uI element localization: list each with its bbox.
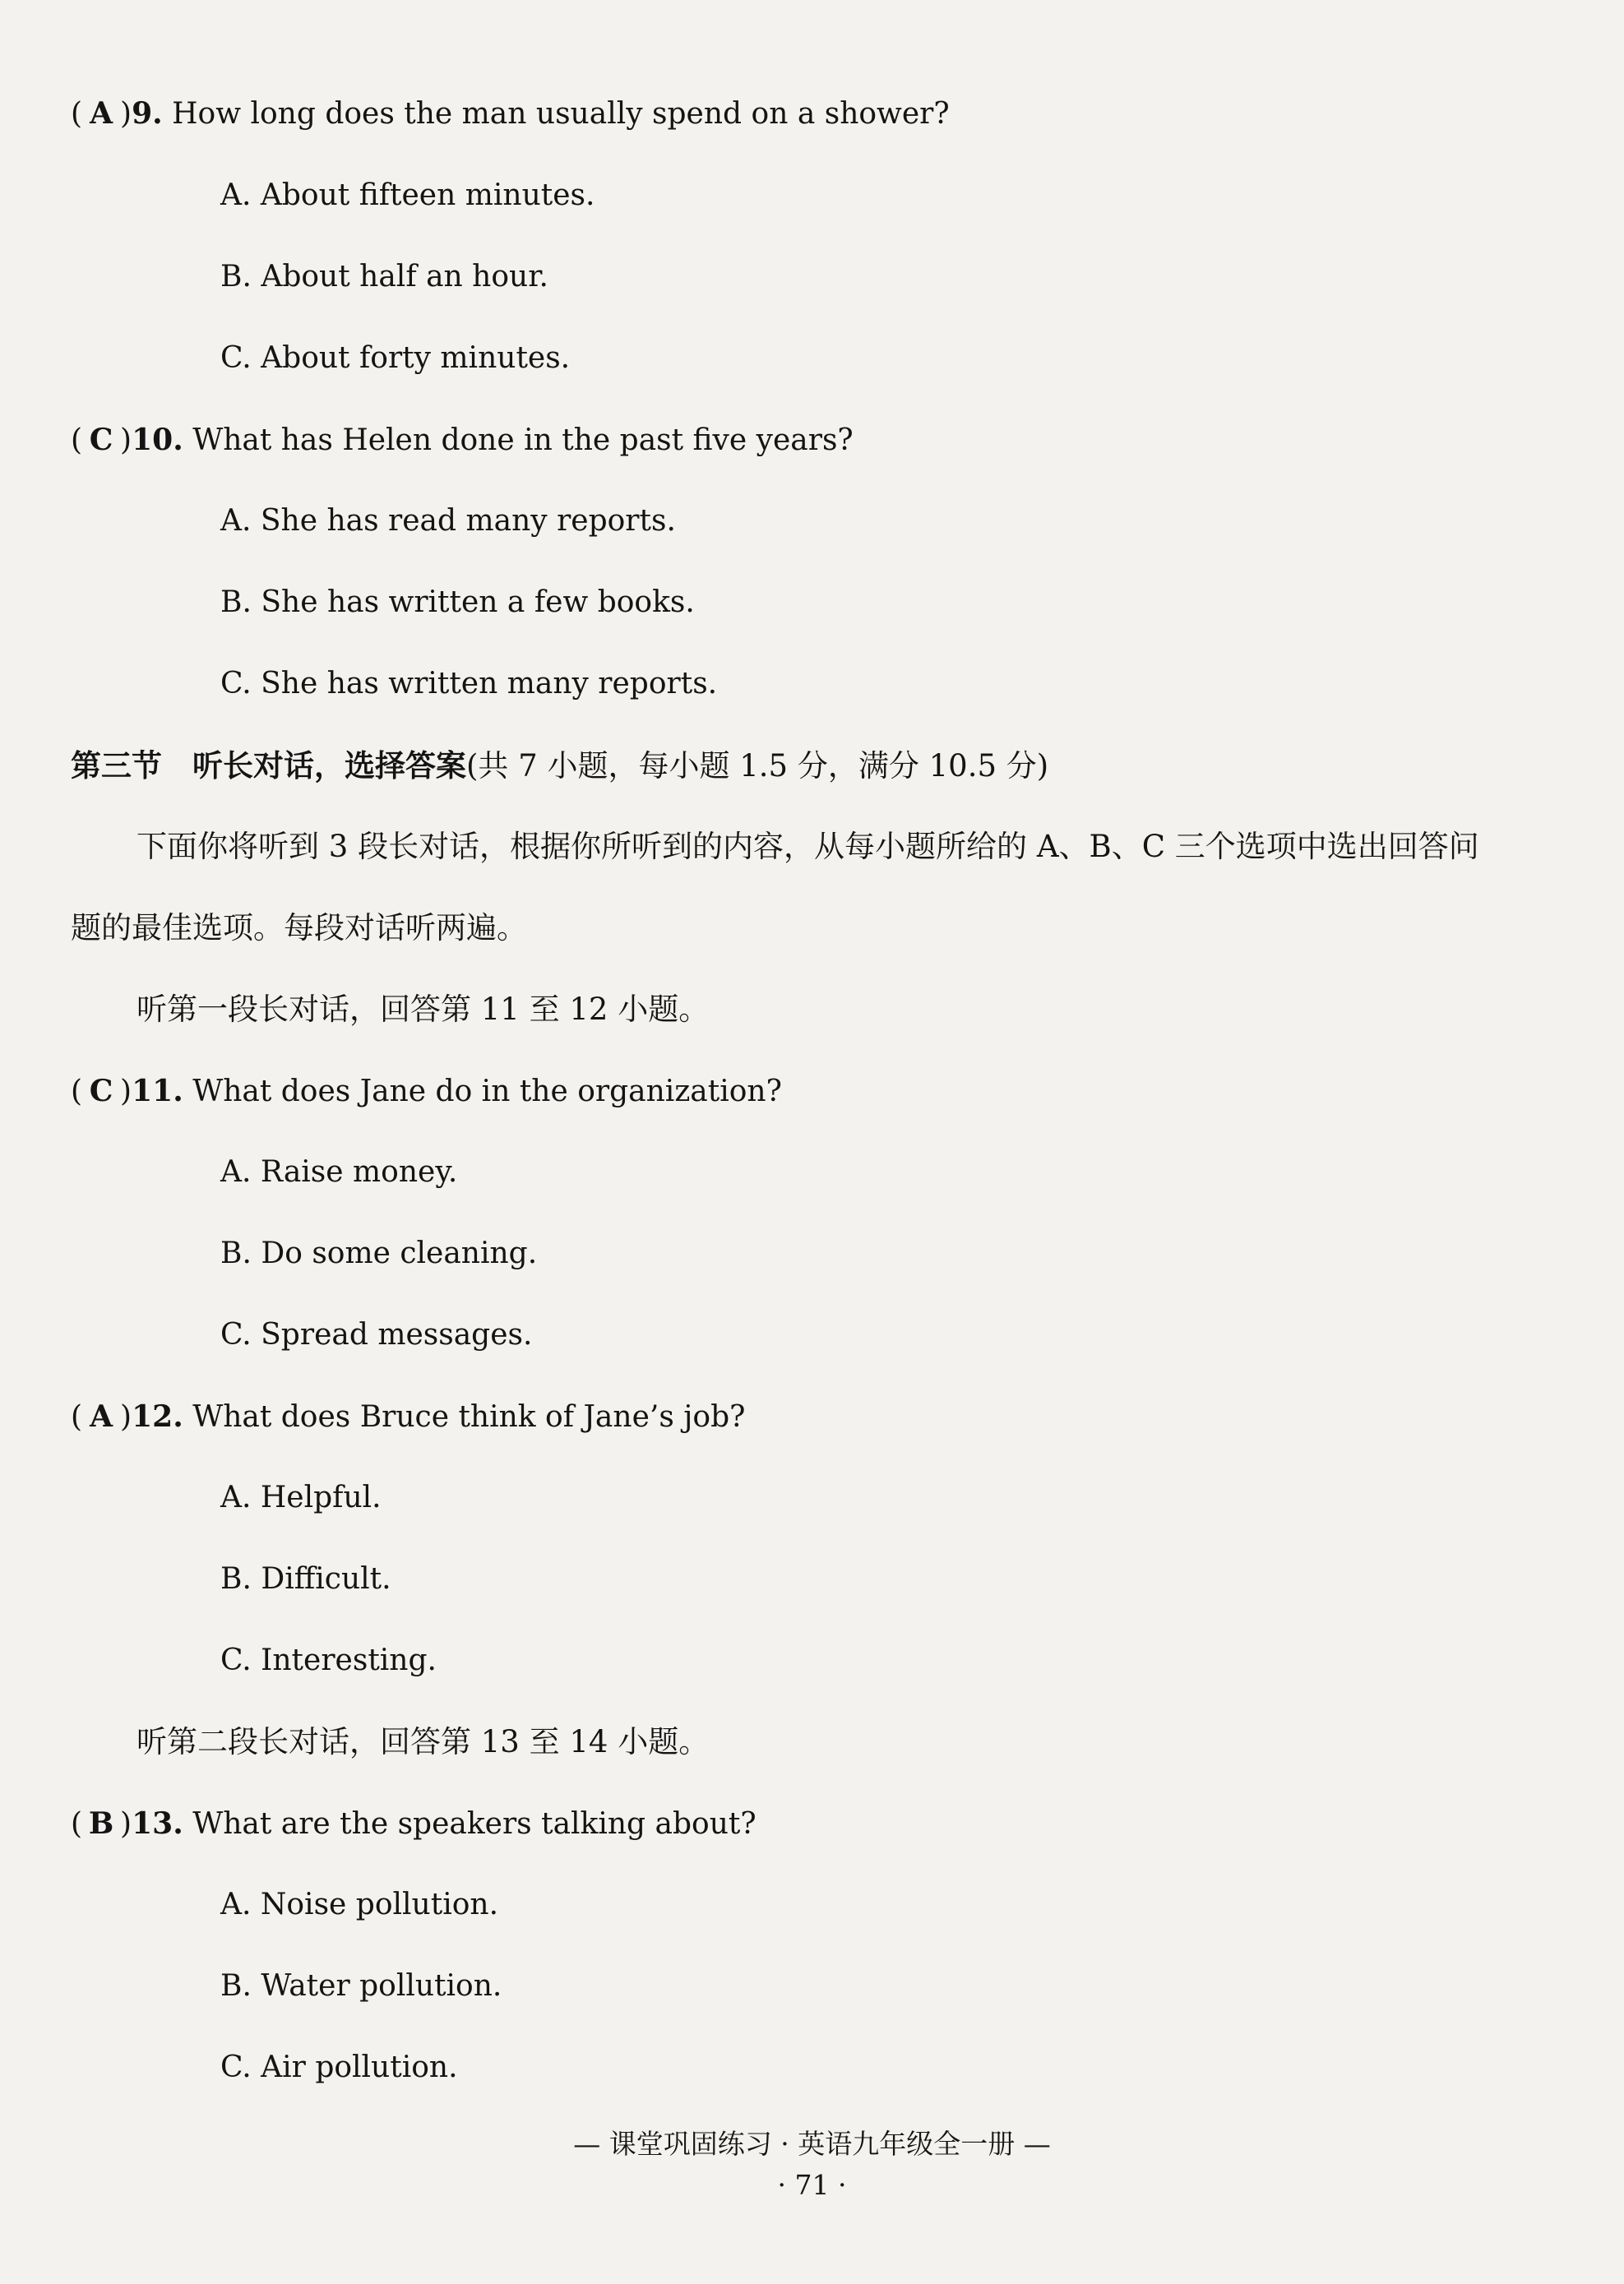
question-13: ( B )13. What are the speakers talking about? [71,1804,756,1844]
option-a: A. Raise money. [220,1155,458,1189]
question-12: ( A )12. What does Bruce think of Jane’s job? [71,1397,745,1437]
question-number: 11. [132,1074,183,1108]
question-text: What are the speakers talking about? [192,1807,756,1841]
option-a: A. Helpful. [220,1481,382,1514]
section-score-note: (共 7 小题，每小题 1.5 分，满分 10.5 分) [466,748,1049,784]
question-number: 12. [132,1399,183,1434]
question-11: ( C )11. What does Jane do in the organization? [71,1071,782,1112]
section-instruction-continued: 题的最佳选项。每段对话听两遍。 [71,910,527,946]
footer-book-title: — 课堂巩固练习 · 英语九年级全一册 — [573,2128,1051,2160]
question-number: 10. [132,423,183,457]
question-number: 13. [132,1806,183,1841]
dialogue-2-intro: 听第二段长对话，回答第 13 至 14 小题。 [136,1724,710,1759]
question-text: What has Helen done in the past five years? [192,423,854,457]
section-title: 第三节 听长对话，选择答案 [71,747,466,784]
question-10: ( C )10. What has Helen done in the past five years? [71,420,854,460]
option-c: C. Interesting. [220,1644,437,1677]
option-c: C. She has written many reports. [220,667,718,700]
dialogue-1-intro: 听第一段长对话，回答第 11 至 12 小题。 [136,992,710,1027]
answer-mark: A [90,96,113,131]
answer-mark: A [90,1399,113,1434]
option-a: A. About fifteen minutes. [220,178,595,212]
option-b: B. About half an hour. [220,260,548,294]
footer-page-number: · 71 · [777,2169,847,2201]
option-c: C. Air pollution. [220,2051,458,2084]
question-text: What does Jane do in the organization? [192,1075,782,1108]
option-a: A. Noise pollution. [220,1888,499,1921]
option-b: B. Water pollution. [220,1969,502,2003]
answer-mark: C [89,423,113,457]
section-heading [71,746,1048,786]
question-text: What does Bruce think of Jane’s job? [192,1400,746,1434]
question-text: How long does the man usually spend on a shower? [172,97,950,131]
option-c: C. Spread messages. [220,1318,533,1352]
option-b: B. Do some cleaning. [220,1237,538,1270]
option-c: C. About forty minutes. [220,341,571,375]
answer-mark: C [89,1074,113,1108]
section-instruction: 下面你将听到 3 段长对话，根据你所听到的内容，从每小题所给的 A、B、C 三个选项中选出回答问 [136,829,1479,864]
question-9: ( A )9. How long does the man usually spend on a shower? [71,94,950,134]
option-a: A. She has read many reports. [220,504,676,538]
option-b: B. Difficult. [220,1562,391,1596]
option-b: B. She has written a few books. [220,585,695,619]
question-number: 9. [132,96,163,131]
answer-mark: B [88,1806,114,1841]
